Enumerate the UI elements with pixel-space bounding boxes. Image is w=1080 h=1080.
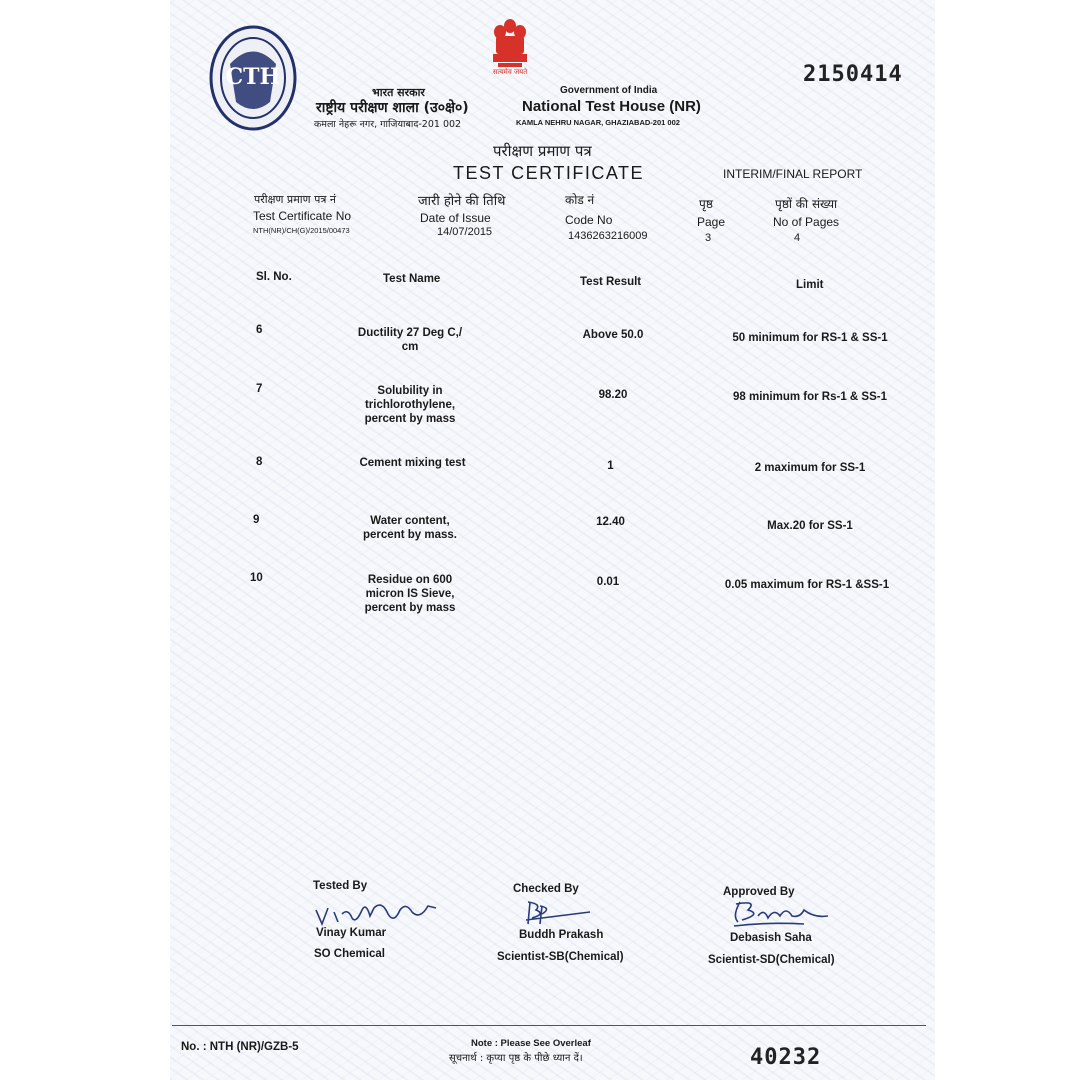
table-row-name-line: percent by mass. — [363, 529, 457, 541]
bottom-serial: 40232 — [750, 1045, 822, 1070]
checked-signature — [522, 898, 592, 928]
table-row-name-line: Ductility 27 Deg C,/ — [357, 327, 463, 339]
pages-value: 4 — [794, 232, 801, 244]
tested-title: SO Chemical — [314, 948, 385, 960]
table-row-limit: Max.20 for SS-1 — [767, 520, 853, 532]
table-row-name-line: cm — [401, 341, 419, 353]
form-number: No. : NTH (NR)/GZB-5 — [181, 1041, 299, 1053]
header-limit: Limit — [796, 279, 824, 291]
footer-note-hindi: सूचनार्थ : कृप्या पृष्ठ के पीछे ध्यान दें। — [449, 1053, 583, 1064]
table-row-name-line: Water content, — [370, 515, 450, 527]
nth-logo — [208, 24, 298, 132]
approved-by-label: Approved By — [723, 886, 795, 898]
checked-title: Scientist-SB(Chemical) — [497, 951, 624, 963]
approved-signature — [728, 896, 838, 932]
tested-name: Vinay Kumar — [316, 927, 387, 939]
table-row-result: 12.40 — [596, 516, 625, 528]
date-value: 14/07/2015 — [437, 226, 493, 238]
lab-english-address: KAMLA NEHRU NAGAR, GHAZIABAD-201 002 — [516, 118, 680, 127]
header-test-name: Test Name — [383, 273, 441, 285]
footer-divider — [172, 1025, 926, 1026]
table-row-sl: 7 — [256, 383, 263, 395]
code-value: 1436263216009 — [568, 230, 648, 242]
table-row-sl: 10 — [250, 572, 263, 584]
tested-signature — [312, 898, 442, 928]
lab-english-name: National Test House (NR) — [522, 98, 701, 115]
emblem-motto: सत्यमेव जयते — [492, 68, 528, 76]
code-label: Code No — [565, 213, 613, 227]
table-row-result: 0.01 — [596, 576, 620, 588]
svg-text:CTH: CTH — [225, 64, 281, 90]
table-row-sl: 9 — [253, 514, 260, 526]
table-row-name-line: Solubility in — [377, 385, 443, 397]
table-row-result: 98.20 — [598, 389, 628, 401]
approved-title: Scientist-SD(Chemical) — [708, 954, 835, 966]
footer-note: Note : Please See Overleaf — [471, 1038, 591, 1049]
gov-india-label: Government of India — [560, 85, 658, 96]
table-row-result: 1 — [607, 460, 614, 472]
table-row-limit: 50 minimum for RS-1 & SS-1 — [732, 332, 888, 344]
lab-hindi-address: कमला नेहरू नगर, गाजियाबाद-201 002 — [314, 119, 462, 130]
title-hindi: परीक्षण प्रमाण पत्र — [493, 142, 592, 160]
table-row-name-line: Residue on 600 — [367, 574, 453, 586]
date-label-hindi: जारी होने की तिथि — [418, 194, 506, 209]
approved-name: Debasish Saha — [730, 932, 812, 944]
table-row-name-line: micron IS Sieve, — [365, 588, 455, 600]
pages-label: No of Pages — [773, 215, 840, 229]
page-label-hindi: पृष्ठ — [699, 197, 713, 211]
page-label: Page — [697, 215, 726, 229]
table-row-name-line: trichlorothylene, — [364, 399, 456, 411]
date-label: Date of Issue — [420, 211, 491, 225]
header-sl-no: Sl. No. — [256, 271, 292, 283]
lab-hindi-name: राष्ट्रीय परीक्षण शाला (उ०क्षे०) — [316, 100, 469, 116]
table-row-sl: 6 — [256, 324, 263, 336]
table-row-result: Above 50.0 — [582, 329, 644, 341]
cert-label: Test Certificate No — [253, 209, 352, 223]
table-row-limit: 2 maximum for SS-1 — [754, 462, 866, 474]
table-row-limit: 98 minimum for Rs-1 & SS-1 — [732, 391, 887, 403]
table-row-sl: 8 — [256, 456, 263, 468]
table-row-name-line: percent by mass — [364, 602, 456, 614]
table-row-limit: 0.05 maximum for RS-1 &SS-1 — [724, 579, 890, 591]
lab-hindi-line1: भारत सरकार — [372, 86, 425, 99]
tested-by-label: Tested By — [313, 880, 368, 892]
cert-number: NTH(NR)/CH(G)/2015/00473 — [253, 226, 350, 235]
page-title: TEST CERTIFICATE — [453, 163, 645, 183]
table-row-name-line: Cement mixing test — [359, 457, 466, 469]
report-type: INTERIM/FINAL REPORT — [723, 167, 863, 181]
checked-by-label: Checked By — [513, 883, 579, 895]
serial-number: 2150414 — [803, 62, 903, 87]
code-label-hindi: कोड नं — [565, 193, 595, 207]
page-value: 3 — [705, 232, 712, 244]
pages-label-hindi: पृष्ठों की संख्या — [775, 197, 838, 211]
header-test-result: Test Result — [580, 276, 642, 288]
table-row-name-line: percent by mass — [364, 413, 456, 425]
cert-label-hindi: परीक्षण प्रमाण पत्र नं — [254, 193, 336, 206]
checked-name: Buddh Prakash — [519, 929, 604, 941]
